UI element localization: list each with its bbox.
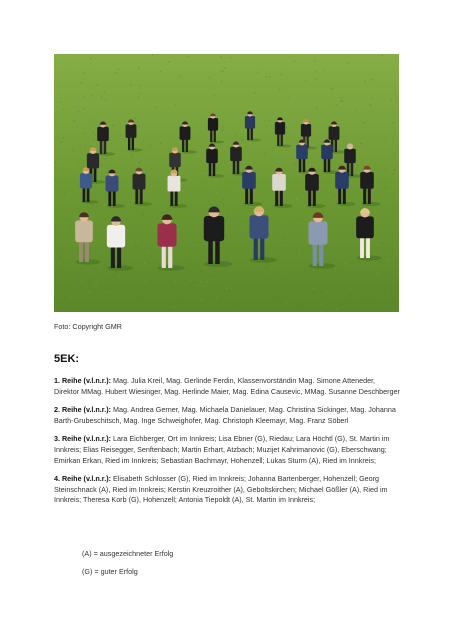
row-1: [54, 376, 400, 397]
legend-excellent: (A) = ausgezeichneter Erfolg: [82, 549, 174, 558]
row-3: [54, 434, 400, 466]
legend-good: (G) = guter Erfolg: [82, 567, 138, 576]
row-label: 3. Reihe (v.l.n.r.):: [54, 434, 111, 444]
row-label: 1. Reihe (v.l.n.r.):: [54, 376, 111, 385]
row-label: 2. Reihe (v.l.n.r.):: [54, 405, 111, 415]
class-heading: 5EK:: [54, 353, 80, 365]
row-names: Mag. Andrea Gerner, Mag. Michaela Danielauer, Mag. Christina Sickinger, Mag. Johanna Barth-Grubeschitsch, Mag. Inge Schweighofer, Mag. Christoph Kleemayr, Mag. Franz Söberl: [54, 405, 396, 425]
row-names: Lara Eichberger, Ort im Innkreis; Lisa Ebner (G), Riedau; Lara Höchtl (G), St. Martin im Innkreis; Elias Reisegger, Senftenbach; Martin Erhart, Atzbach; Muzijet Kahrimanovic (G), Eberschwang; Emirkan Erkan, Ried im Innkreis; Sebastian Bachmayr, Hohenzell; Lukas Sturm (A), Ried im Innkreis;: [54, 434, 390, 465]
group-photo-image: [54, 54, 399, 312]
row-label: 4. Reihe (v.l.n.r.):: [54, 474, 111, 484]
row-names: Mag. Julia Kreil, Mag. Gerlinde Ferdin, Klassenvorständin Mag. Simone Atteneder, Direktor MMag. Hubert Wiesinger, Mag. Herlinde Maier, Mag. Edina Causevic, MMag. Susanne Deschberger: [54, 376, 400, 396]
row-4: [54, 474, 400, 506]
grade-legend: [82, 549, 173, 585]
group-photo: [54, 54, 399, 312]
row-names: Elisabeth Schlosser (G), Ried im Innkreis; Johanna Bartenberger, Hohenzell; Georg Steinschnack (A), Ried im Innkreis; Kerstin Kreuzroither (A), Geboltskirchen; Michael Gößler (A), Ried im Innkreis; Theresa Korb (G), Hohenzell; Antonia Tiepoldt (A), St. Martin im Innkreis;: [54, 474, 388, 505]
row-2: [54, 405, 400, 426]
photo-caption: Foto: Copyright GMR: [54, 322, 122, 331]
row-list: [54, 376, 400, 514]
